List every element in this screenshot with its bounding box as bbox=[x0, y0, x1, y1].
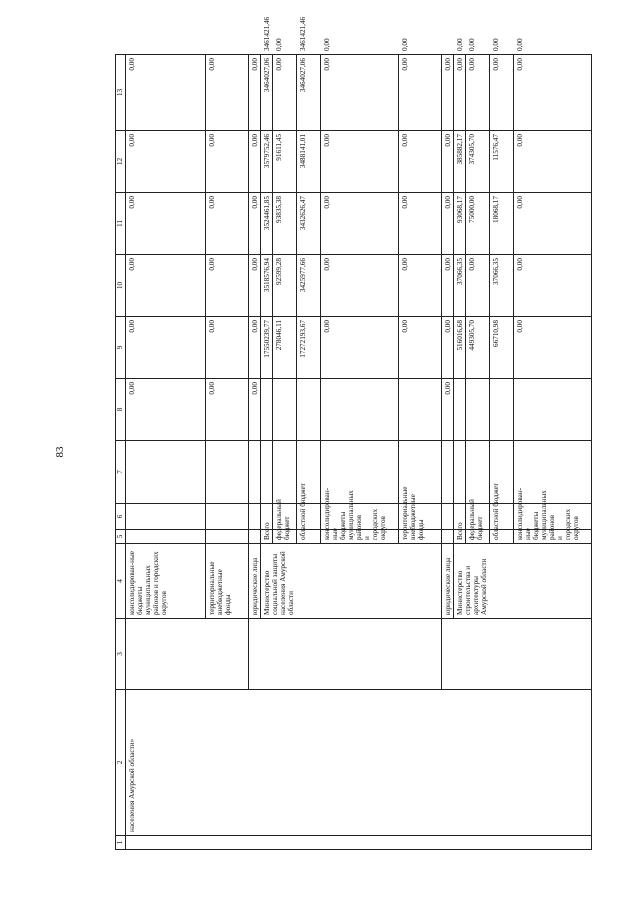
source-cell: консолидирован-ные бюджеты муниципальных районов и городских округов bbox=[126, 544, 206, 619]
value-cell: 0,00 bbox=[206, 379, 249, 441]
value-cell: 0,00 bbox=[454, 55, 466, 131]
value-cell: 0,00 bbox=[442, 55, 454, 131]
value-cell: 0,00 bbox=[514, 317, 592, 379]
empty-cell bbox=[442, 530, 454, 544]
value-cell: 37066,35 bbox=[454, 255, 466, 317]
value-cell: 0,00 bbox=[249, 55, 261, 131]
value-cell: 3518576,94 bbox=[261, 255, 273, 317]
header-cell: 10 bbox=[116, 255, 126, 317]
value-cell: 37066,35 bbox=[490, 255, 514, 317]
value-cell: 0,00 bbox=[442, 255, 454, 317]
empty-cell bbox=[206, 441, 249, 504]
empty-cell bbox=[490, 379, 514, 441]
executor-cell bbox=[442, 619, 592, 690]
value-cell: 11576,47 bbox=[490, 131, 514, 193]
empty-cell bbox=[466, 441, 490, 504]
value-cell: 0,00 bbox=[514, 131, 592, 193]
empty-cell bbox=[399, 379, 442, 441]
empty-cell bbox=[514, 441, 592, 504]
source-cell: консолидирован-ные бюджеты муниципальных районов и городских округов bbox=[321, 530, 399, 544]
value-cell: 66710,98 bbox=[490, 317, 514, 379]
empty-cell bbox=[321, 379, 399, 441]
value-cell: 0,00 bbox=[206, 131, 249, 193]
value-cell: 0,00 bbox=[399, 55, 442, 131]
header-cell: 8 bbox=[116, 379, 126, 441]
value-cell: 0,00 bbox=[442, 379, 454, 441]
value-cell: 0,00 bbox=[442, 193, 454, 255]
value-cell: 0,00 bbox=[466, 255, 490, 317]
value-cell: 0,00 bbox=[206, 193, 249, 255]
value-cell: 449305,70 bbox=[466, 317, 490, 379]
executor-cell bbox=[126, 619, 249, 690]
source-cell: федеральный бюджет bbox=[466, 530, 490, 544]
empty-cell bbox=[126, 530, 206, 544]
value-cell: 0,00 bbox=[126, 55, 206, 131]
table-row: областной бюджет 17272193,67 3425977,66 3432626,47 3488141,01 3464027,06 3461421,46 bbox=[297, 55, 321, 850]
value-cell: 385882,17 bbox=[454, 131, 466, 193]
value-cell: 18068,17 bbox=[490, 193, 514, 255]
table-row: Министерство строительства и архитектуры Амурской области Всего 516016,68 37066,35 93068,17 385882,17 0,00 0,00 bbox=[454, 55, 466, 850]
empty-cell bbox=[206, 504, 249, 530]
value-cell: 0,00 bbox=[399, 255, 442, 317]
source-cell: территориальные внебюджетные фонды bbox=[206, 544, 249, 619]
value-cell: 92599,28 bbox=[273, 255, 297, 317]
header-cell: 5 bbox=[116, 530, 126, 544]
header-cell: 11 bbox=[116, 193, 126, 255]
value-cell: 0,00 bbox=[249, 131, 261, 193]
source-cell: территориальные внебюджетные фонды bbox=[399, 530, 442, 544]
program-name-cell: населения Амурской области» bbox=[126, 690, 592, 836]
executor-cell bbox=[249, 619, 442, 690]
value-cell: 3432626,47 bbox=[297, 193, 321, 255]
value-cell: 3488141,01 bbox=[297, 131, 321, 193]
empty-cell bbox=[442, 441, 454, 504]
empty-cell bbox=[249, 530, 261, 544]
header-row bbox=[116, 55, 126, 850]
table-row: консолидирован-ные бюджеты муниципальных районов и городских округов 0,00 0,00 0,00 0,00 0,00 0,00 bbox=[514, 55, 592, 850]
table-row: федеральный бюджет 449305,70 0,00 75000,00 374305,70 0,00 0,00 bbox=[466, 55, 490, 850]
page-number: 83 bbox=[54, 446, 66, 458]
source-cell: Всего bbox=[454, 530, 466, 544]
value-cell: 0,00 bbox=[126, 193, 206, 255]
empty-cell bbox=[297, 379, 321, 441]
source-cell: федеральный бюджет bbox=[273, 530, 297, 544]
table-row bbox=[126, 55, 206, 850]
value-cell: 3464027,06 bbox=[261, 55, 273, 131]
header-cell: 7 bbox=[116, 441, 126, 504]
empty-cell bbox=[126, 504, 206, 530]
value-cell: 0,00 bbox=[399, 317, 442, 379]
source-cell: консолидирован-ные бюджеты муниципальных районов и городских округов bbox=[514, 530, 592, 544]
table-row: Министерство социальной защиты населения Амурской области Всего 17550239,77 3518576,94 3524461,85 3579752,46 3464027,06 3461421,46 bbox=[261, 55, 273, 850]
empty-cell bbox=[249, 504, 261, 530]
empty-cell bbox=[321, 441, 399, 504]
value-cell: 0,00 bbox=[249, 193, 261, 255]
empty-cell bbox=[273, 379, 297, 441]
value-cell: 3464027,06 bbox=[297, 55, 321, 131]
value-cell: 0,00 bbox=[321, 55, 399, 131]
value-cell: 0,00 bbox=[514, 193, 592, 255]
value-cell: 17550239,77 bbox=[261, 317, 273, 379]
value-cell: 0,00 bbox=[249, 317, 261, 379]
value-cell: 374305,70 bbox=[466, 131, 490, 193]
header-cell: 3 bbox=[116, 619, 126, 690]
value-cell: 0,00 bbox=[126, 255, 206, 317]
executor-cell: Министерство социальной защиты населения Амурской области bbox=[261, 544, 442, 619]
value-cell: 0,00 bbox=[321, 317, 399, 379]
value-cell: 0,00 bbox=[273, 55, 297, 131]
value-cell: 516016,68 bbox=[454, 317, 466, 379]
header-cell: 13 bbox=[116, 55, 126, 131]
executor-cell: Министерство строительства и архитектуры Амурской области bbox=[454, 544, 592, 619]
value-cell: 0,00 bbox=[249, 255, 261, 317]
value-cell: 278046,11 bbox=[273, 317, 297, 379]
value-cell: 0,00 bbox=[399, 131, 442, 193]
value-cell: 93835,38 bbox=[273, 193, 297, 255]
value-cell: 0,00 bbox=[206, 55, 249, 131]
empty-cell bbox=[261, 441, 273, 504]
header-cell: 4 bbox=[116, 544, 126, 619]
value-cell: 0,00 bbox=[514, 55, 592, 131]
header-cell: 2 bbox=[116, 690, 126, 836]
value-cell: 0,00 bbox=[466, 55, 490, 131]
empty-cell bbox=[273, 441, 297, 504]
number-cell bbox=[126, 836, 592, 850]
empty-cell bbox=[126, 441, 206, 504]
value-cell: 91611,45 bbox=[273, 131, 297, 193]
value-cell: 0,00 bbox=[321, 193, 399, 255]
source-cell: областной бюджет bbox=[297, 530, 321, 544]
value-cell: 0,00 bbox=[399, 193, 442, 255]
value-cell: 0,00 bbox=[126, 317, 206, 379]
table-row: территориальные внебюджетные фонды 0,00 0,00 0,00 0,00 0,00 0,00 bbox=[399, 55, 442, 850]
empty-cell bbox=[249, 441, 261, 504]
value-cell: 3579752,46 bbox=[261, 131, 273, 193]
value-cell: 0,00 bbox=[321, 131, 399, 193]
empty-cell bbox=[514, 379, 592, 441]
rotated-page bbox=[115, 16, 593, 850]
table-row: областной бюджет 66710,98 37066,35 18068,17 11576,47 0,00 0,00 bbox=[490, 55, 514, 850]
value-cell: 93068,17 bbox=[454, 193, 466, 255]
header-cell: 1 bbox=[116, 836, 126, 850]
value-cell: 0,00 bbox=[206, 317, 249, 379]
header-cell: 9 bbox=[116, 317, 126, 379]
value-cell: 0,00 bbox=[490, 55, 514, 131]
value-cell: 0,00 bbox=[514, 255, 592, 317]
value-cell: 3425977,66 bbox=[297, 255, 321, 317]
budget-table bbox=[115, 16, 592, 850]
table-row: федеральный бюджет 278046,11 92599,28 93835,38 91611,45 0,00 0,00 bbox=[273, 55, 297, 850]
value-cell: 0,00 bbox=[126, 379, 206, 441]
source-cell: областной бюджет bbox=[490, 530, 514, 544]
empty-cell bbox=[454, 441, 466, 504]
value-cell: 0,00 bbox=[126, 131, 206, 193]
empty-cell bbox=[466, 379, 490, 441]
value-cell: 3524461,85 bbox=[261, 193, 273, 255]
empty-cell bbox=[442, 504, 454, 530]
source-cell: Всего bbox=[261, 530, 273, 544]
empty-cell bbox=[206, 530, 249, 544]
empty-cell bbox=[261, 379, 273, 441]
value-cell: 75000,00 bbox=[466, 193, 490, 255]
empty-cell bbox=[454, 379, 466, 441]
table-row: консолидирован-ные бюджеты муниципальных районов и городских округов 0,00 0,00 0,00 0,00 0,00 0,00 bbox=[321, 55, 399, 850]
source-cell: юридические лица bbox=[442, 544, 454, 619]
source-cell: юридические лица bbox=[249, 544, 261, 619]
value-cell: 0,00 bbox=[442, 317, 454, 379]
value-cell: 0,00 bbox=[206, 255, 249, 317]
value-cell: 0,00 bbox=[249, 379, 261, 441]
value-cell: 0,00 bbox=[321, 255, 399, 317]
header-cell: 12 bbox=[116, 131, 126, 193]
value-cell: 0,00 bbox=[442, 131, 454, 193]
value-cell: 17272193,67 bbox=[297, 317, 321, 379]
header-cell: 6 bbox=[116, 504, 126, 530]
